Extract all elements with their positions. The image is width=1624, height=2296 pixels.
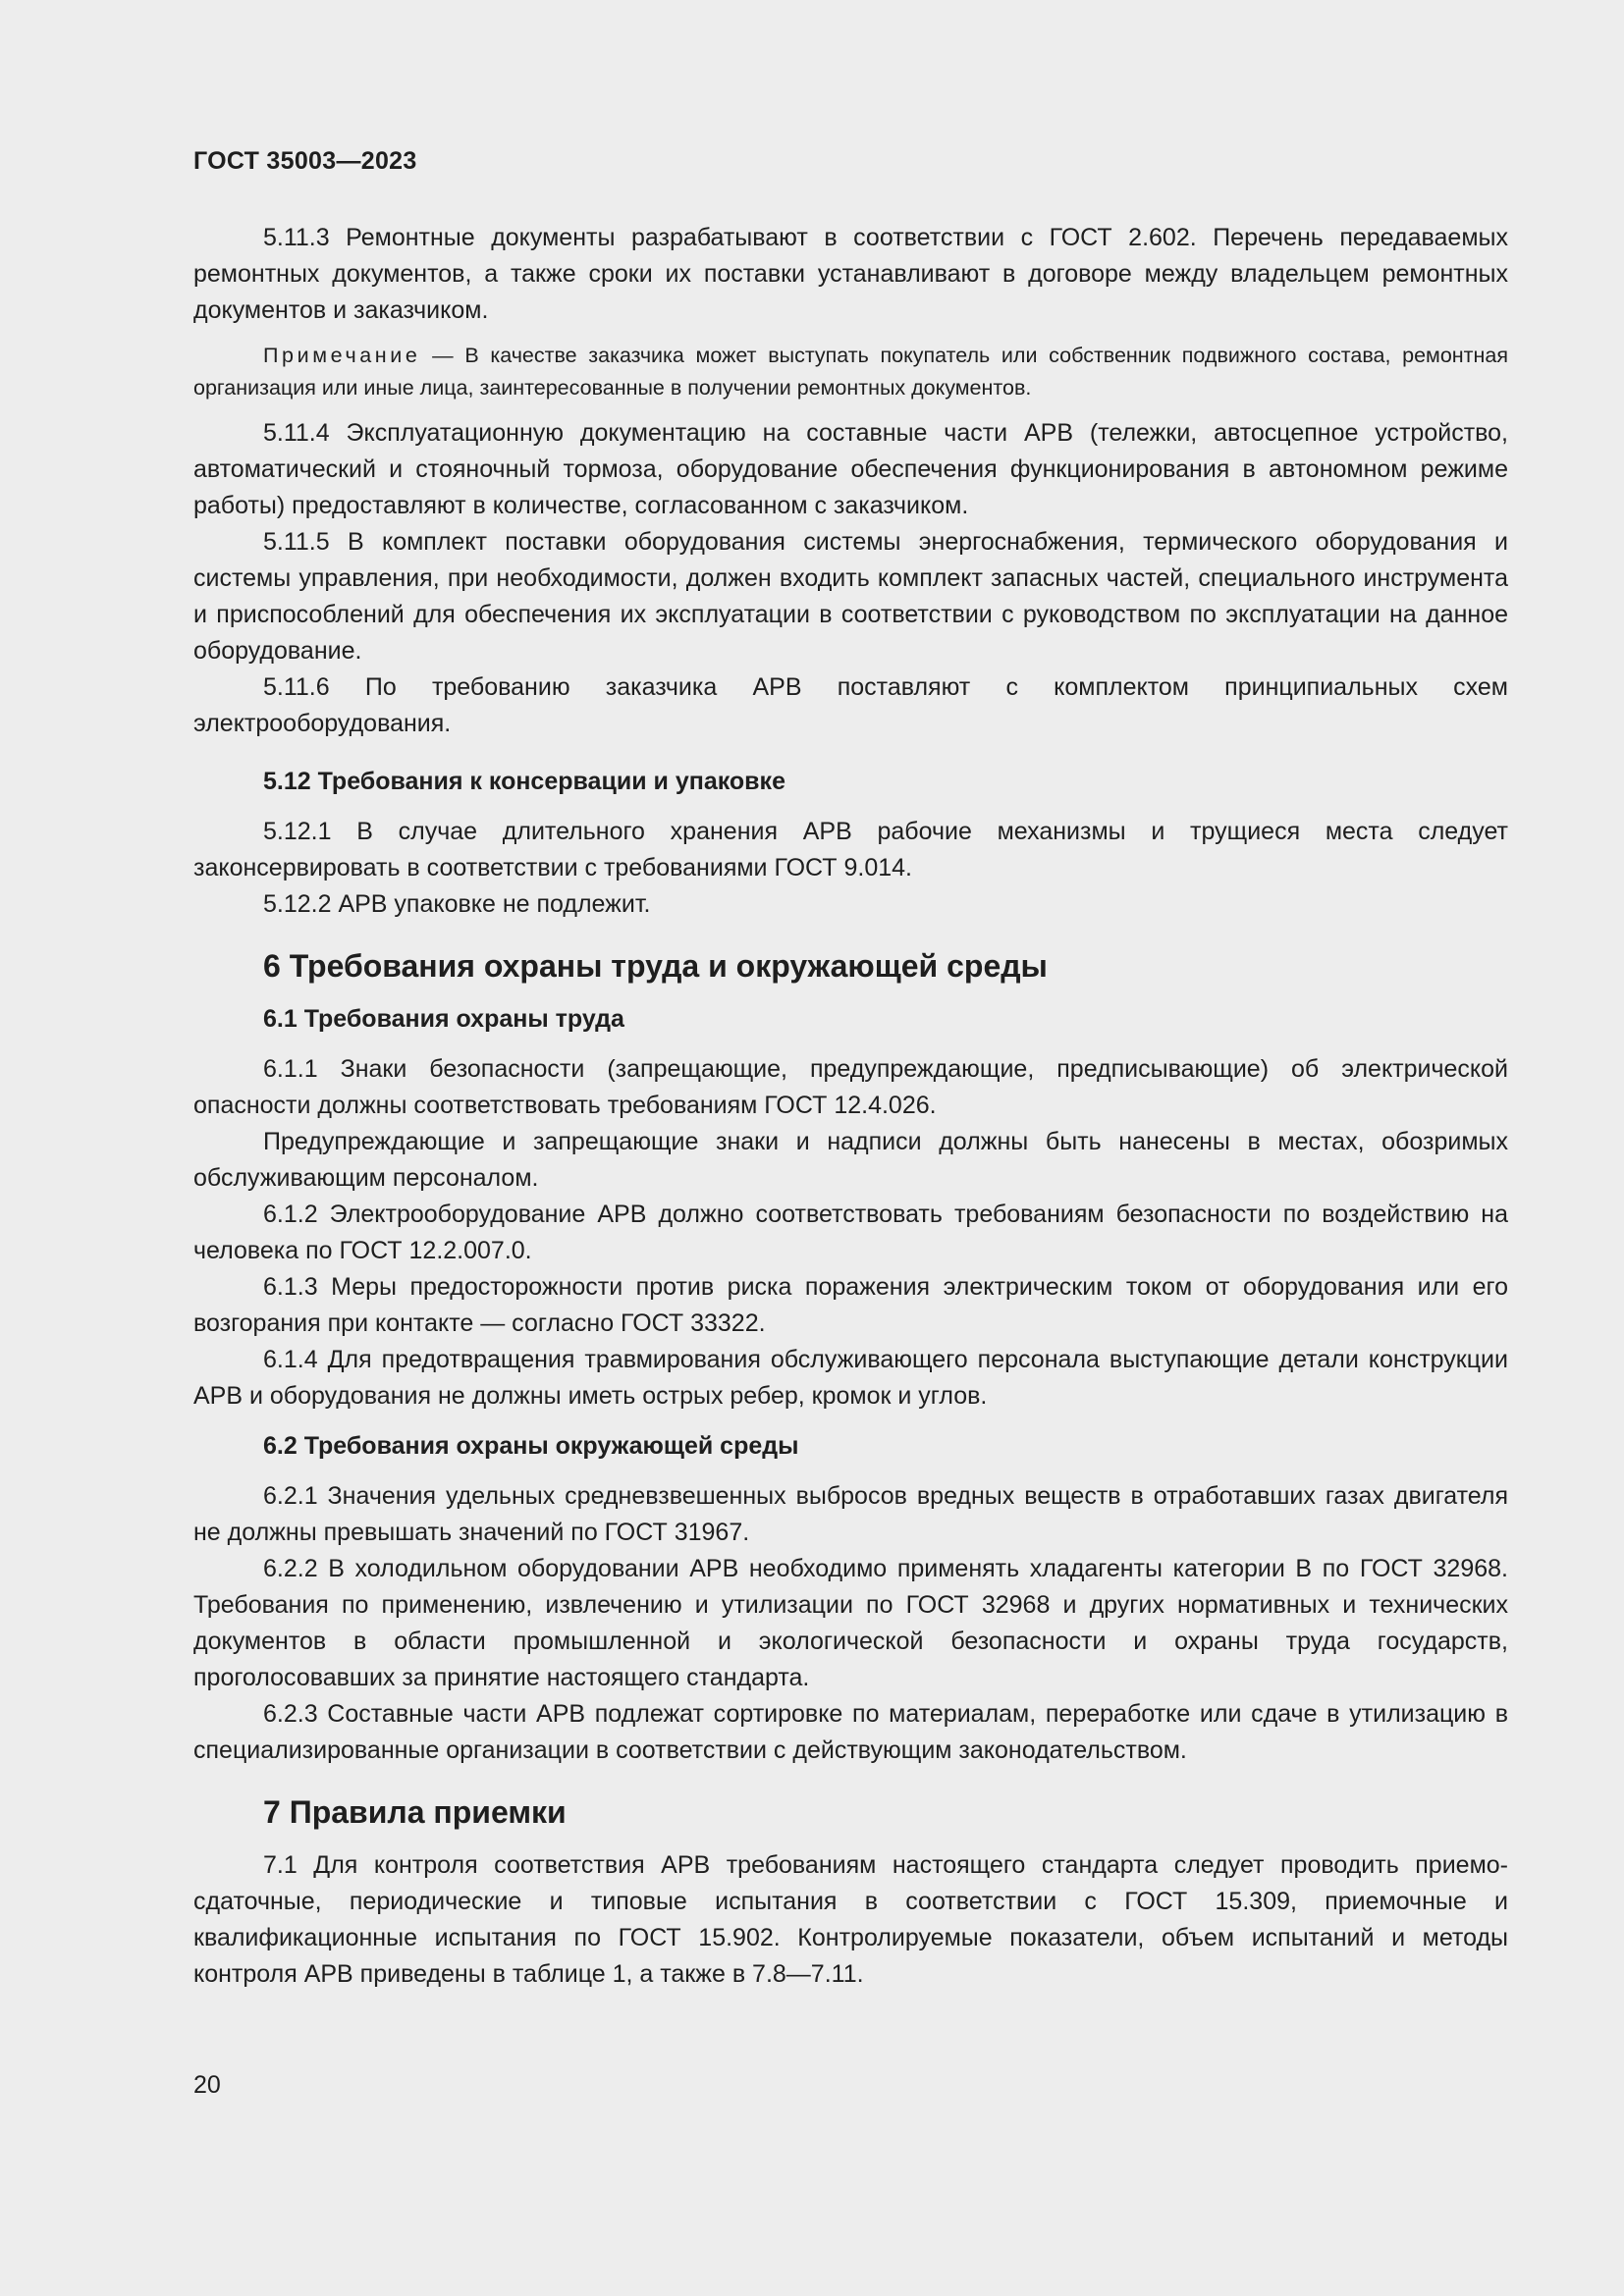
paragraph-5-11-6: 5.11.6 По требованию заказчика АРВ поставляют с комплектом принципиальных схем электрооборудования. — [193, 673, 1508, 737]
note-label: Примечание — [263, 344, 421, 367]
section-heading-7: 7 Правила приемки — [263, 1794, 567, 1830]
note — [193, 340, 1508, 404]
paragraph-7-1: 7.1 Для контроля соответствия АРВ требованиям настоящего стандарта следует проводить приемо-сдаточные, периодические и типовые испытания в соответствии с ГОСТ 15.309, приемочные и квалификационные испытания по ГОСТ 15.902. Контролируемые показатели, объем испытаний и методы контроля АРВ приведены в таблице 1, а также в 7.8—7.11. — [193, 1851, 1508, 1988]
paragraph-6-2-2: 6.2.2 В холодильном оборудовании АРВ необходимо применять хладагенты категории В по ГОСТ 32968. Требования по применению, извлечению и утилизации по ГОСТ 32968 и других нормативных и технических документов в области промышленной и экологической безопасности и охраны труда государств, проголосовавших за принятие настоящего стандарта. — [193, 1555, 1508, 1691]
paragraph-6-2-3: 6.2.3 Составные части АРВ подлежат сортировке по материалам, переработке или сдаче в утилизацию в специализированные организации в соответствии с действующим законодательством. — [193, 1700, 1508, 1764]
document-header: ГОСТ 35003—2023 — [193, 147, 417, 175]
paragraph-5-12-1: 5.12.1 В случае длительного хранения АРВ рабочие механизмы и трущиеся места следует законсервировать в соответствии с требованиями ГОСТ 9.014. — [193, 818, 1508, 881]
section-heading-6-1: 6.1 Требования охраны труда — [263, 1005, 624, 1033]
paragraph-6-1-3: 6.1.3 Меры предосторожности против риска поражения электрическим током от оборудования или его возгорания при контакте — согласно ГОСТ 33322. — [193, 1273, 1508, 1337]
paragraph-5-11-5: 5.11.5 В комплект поставки оборудования системы энергоснабжения, термического оборудования и системы управления, при необходимости, должен входить комплект запасных частей, специального инструмента и приспособлений для обеспечения их эксплуатации в соответствии с руководством по эксплуатации на данное оборудование. — [193, 528, 1508, 665]
paragraph-6-1-2: 6.1.2 Электрооборудование АРВ должно соответствовать требованиям безопасности по воздействию на человека по ГОСТ 12.2.007.0. — [193, 1201, 1508, 1264]
section-heading-5-12: 5.12 Требования к консервации и упаковке — [263, 768, 785, 795]
page-number: 20 — [193, 2071, 221, 2099]
note-text: — В качестве заказчика может выступать покупатель или собственник подвижного состава, ремонтная организация или иные лица, заинтересованные в получении ремонтных документов. — [193, 344, 1508, 400]
paragraph-6-1-1-continued: Предупреждающие и запрещающие знаки и надписи должны быть нанесены в местах, обозримых обслуживающим персоналом. — [193, 1128, 1508, 1192]
paragraph-5-11-4: 5.11.4 Эксплуатационную документацию на составные части АРВ (тележки, автосцепное устройство, автоматический и стояночный тормоза, оборудование обеспечения функционирования в автономном режиме работы) предоставляют в количестве, согласованном с заказчиком. — [193, 419, 1508, 519]
paragraph-6-1-1: 6.1.1 Знаки безопасности (запрещающие, предупреждающие, предписывающие) об электрической опасности должны соответствовать требованиям ГОСТ 12.4.026. — [193, 1055, 1508, 1119]
section-heading-6-2: 6.2 Требования охраны окружающей среды — [263, 1432, 799, 1460]
paragraph-5-12-2: 5.12.2 АРВ упаковке не подлежит. — [263, 890, 651, 918]
paragraph-6-1-4: 6.1.4 Для предотвращения травмирования обслуживающего персонала выступающие детали конструкции АРВ и оборудования не должны иметь острых ребер, кромок и углов. — [193, 1346, 1508, 1410]
section-heading-6: 6 Требования охраны труда и окружающей среды — [263, 948, 1048, 984]
document-body — [193, 220, 1508, 1993]
paragraph-5-11-3: 5.11.3 Ремонтные документы разрабатывают в соответствии с ГОСТ 2.602. Перечень передаваемых ремонтных документов, а также сроки их поставки устанавливают в договоре между владельцем ремонтных документов и заказчиком. — [193, 224, 1508, 324]
paragraph-6-2-1: 6.2.1 Значения удельных средневзвешенных выбросов вредных веществ в отработавших газах двигателя не должны превышать значений по ГОСТ 31967. — [193, 1482, 1508, 1546]
